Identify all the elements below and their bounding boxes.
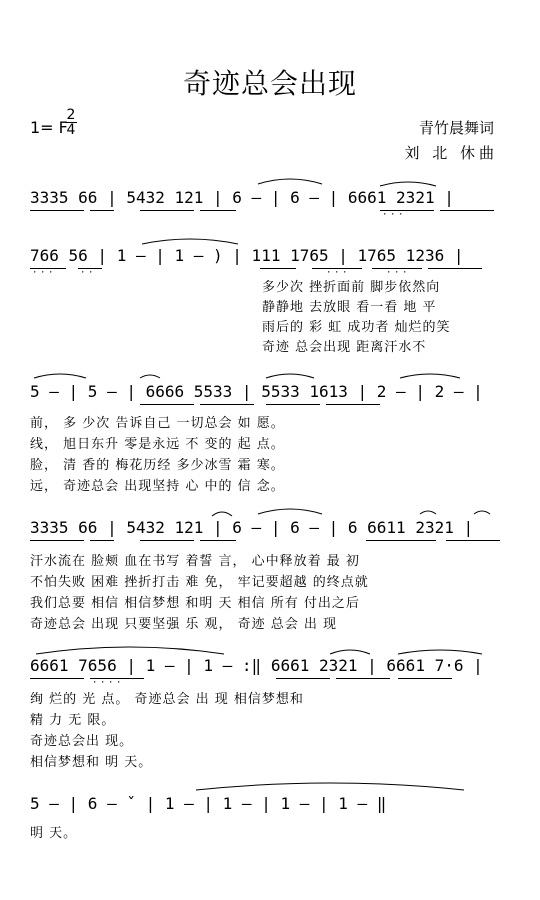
- lyric-verse-1: 前， 多 少次 告诉自己 一切总会 如 愿。: [30, 416, 285, 431]
- beam: [30, 210, 84, 211]
- beam: [200, 404, 254, 405]
- song-title: 奇迹总会出现: [182, 67, 357, 100]
- lyric-verse-2: 线， 旭日东升 零是永远 不 变的 起 点。: [30, 437, 285, 452]
- time-signature: [64, 108, 78, 137]
- lyric-verse-3: 脸， 清 香的 梅花历经 多少冰雪 霜 寒。: [30, 458, 285, 473]
- beam: [140, 540, 194, 541]
- octave-dots: ···: [382, 210, 407, 220]
- meter-top: 2: [66, 107, 76, 123]
- beam: [440, 210, 494, 211]
- octave-dots: ··: [80, 268, 97, 278]
- notation-line: 5 – | 5 – | 6666 5533 | 5533 1613 | 2 – | 2 – |: [30, 382, 483, 401]
- lyric-verse-4: 奇迹总会 出现 只要坚强 乐 观， 奇迹 总会 出 现: [30, 617, 338, 632]
- beam: [266, 404, 320, 405]
- beam: [30, 678, 84, 679]
- lyric-verse-2: 静静地 去放眼 看一看 地 平: [262, 300, 437, 315]
- lyric-verse-3: 奇迹总会出 现。: [30, 734, 134, 749]
- lyric-verse-1: 明 天。: [30, 826, 78, 841]
- notation-line: 3335 66 | 5432 121 | 6 – | 6 – | 6 6611 2321 |: [30, 518, 474, 537]
- beam: [366, 540, 436, 541]
- beam: [30, 540, 84, 541]
- lyric-verse-1: 汗水流在 脸颊 血在书写 着誓 言， 心中释放着 最 初: [30, 554, 360, 569]
- beam: [200, 540, 236, 541]
- beam: [428, 268, 482, 269]
- notation-line: 6661 7656 | 1 – | 1 – :‖ 6661 2321 | 6661 7·6 |: [30, 656, 483, 675]
- beam: [446, 540, 500, 541]
- beam: [200, 210, 236, 211]
- lyric-verse-2: 精 力 无 限。: [30, 713, 116, 728]
- lyric-verse-2: 不怕失败 困难 挫折打击 难 免， 牢记要超越 的终点就: [30, 575, 369, 590]
- beam: [90, 210, 114, 211]
- beam: [276, 678, 330, 679]
- beam: [90, 540, 114, 541]
- lyric-verse-1: 多少次 挫折面前 脚步依然向: [262, 280, 441, 295]
- lyricist-credit: 青竹晨舞词: [418, 119, 494, 137]
- composer-credit: 刘 北 休曲: [404, 144, 498, 162]
- beam: [336, 678, 390, 679]
- notation-line: 3335 66 | 5432 121 | 6 – | 6 – | 6661 2321 |: [30, 188, 454, 207]
- meter-bottom: 4: [66, 122, 76, 138]
- octave-dots: ···: [326, 268, 351, 278]
- notation-line: 5 – | 6 – ˇ | 1 – | 1 – | 1 – | 1 – ‖: [30, 794, 387, 813]
- beam: [326, 404, 380, 405]
- beam: [140, 404, 194, 405]
- lyric-verse-4: 相信梦想和 明 天。: [30, 755, 153, 770]
- lyric-verse-4: 奇迹 总会出现 距离汗水不: [262, 340, 427, 355]
- lyric-verse-4: 远， 奇迹总会 出现坚持 心 中的 信 念。: [30, 479, 285, 494]
- notation-line: 766 56 | 1 – | 1 – ) | 111 1765 | 1765 1236 |: [30, 246, 464, 265]
- lyric-verse-3: 我们总要 相信 相信梦想 和明 天 相信 所有 付出之后: [30, 596, 360, 611]
- beam: [398, 678, 452, 679]
- key-signature: 1= F: [30, 118, 68, 137]
- beam: [140, 210, 194, 211]
- octave-dots: ···: [386, 268, 411, 278]
- lyric-verse-1: 绚 烂的 光 点。 奇迹总会 出 现 相信梦想和: [30, 692, 304, 707]
- beam: [260, 268, 296, 269]
- lyric-verse-3: 雨后的 彩 虹 成功者 灿烂的笑: [262, 320, 451, 335]
- octave-dots: ····: [92, 678, 125, 688]
- octave-dots: ···: [32, 268, 57, 278]
